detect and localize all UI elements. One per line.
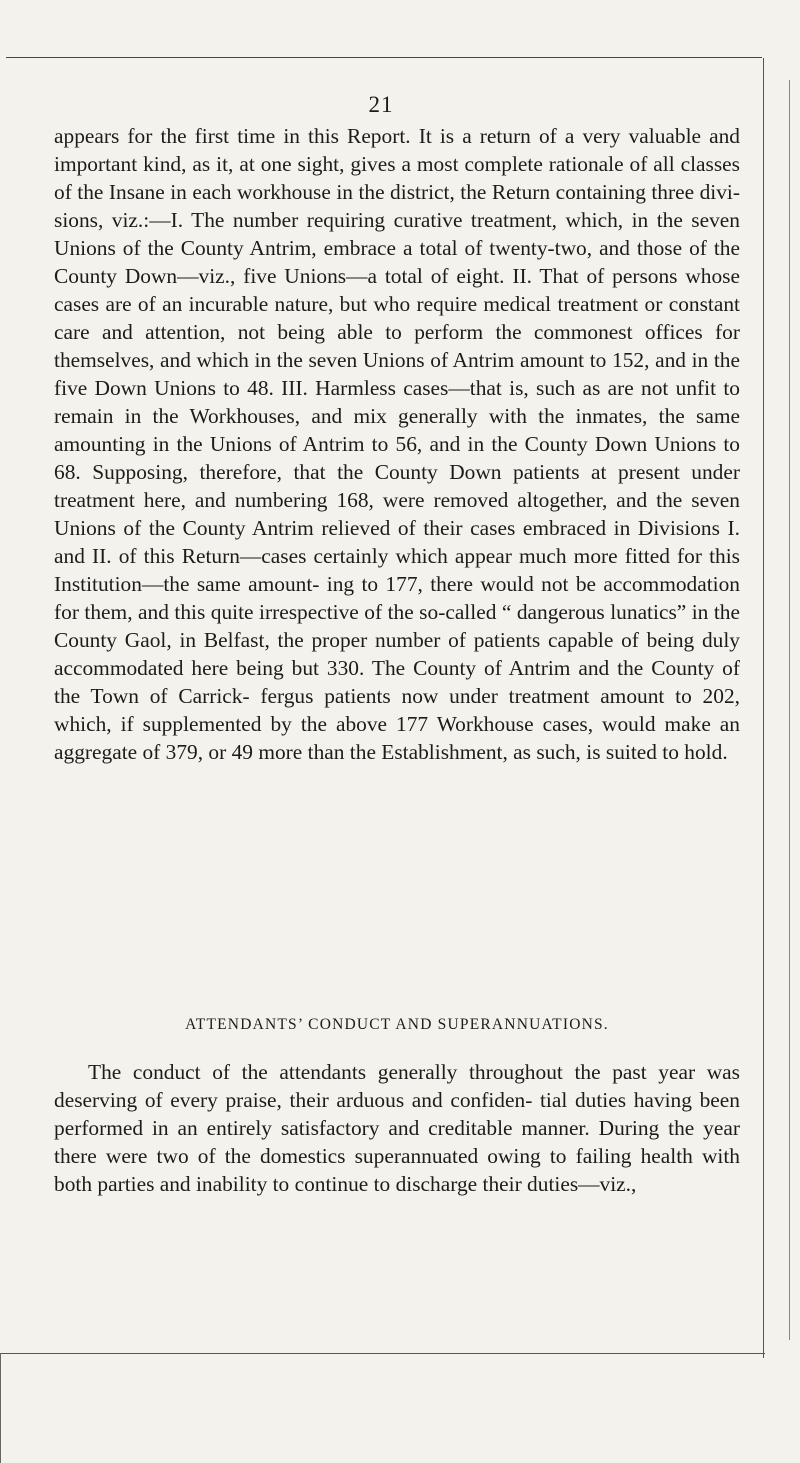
attendants-paragraph: The conduct of the attendants generally throughout the past year was deserving of every praise, their arduous and confiden- tial duties having been performed in an entirely satisfactory and creditable manner. During the year there were two of the domestics superannuated owing to failing health with both parties and inability to continue to discharge their duties—viz., bbox=[54, 1060, 740, 1196]
page-number: 21 bbox=[368, 92, 394, 117]
page-top-rule bbox=[6, 57, 762, 58]
section-heading: ATTENDANTS’ CONDUCT AND SUPERANNUATIONS. bbox=[185, 1016, 609, 1033]
page-bottom-rule bbox=[0, 1353, 765, 1354]
page-left-edge bbox=[0, 1353, 1, 1463]
continued-paragraph: appears for the first time in this Report. It is a return of a very valuable and important kind, as it, at one sight, gives a most complete rationale of all classes of the Insane in each workhouse in the district, the Return containing three divi- sions, viz.:—I. The number requiring curative treatment, which, in the seven Unions of the County Antrim, embrace a total of twenty-two, and those of the County Down—viz., five Unions—a total of eight. II. That of persons whose cases are of an incurable nature, but who require medical treatment or constant care and attention, not being able to perform the commonest offices for themselves, and which in the seven Unions of Antrim amount to 152, and in the five Down Unions to 48. III. Harmless cases—that is, such as are not unfit to remain in the Workhouses, and mix generally with the inmates, the same amounting in the Unions of Antrim to 56, and in the County Down Unions to 68. Supposing, therefore, that the County Down patients at present under treatment here, and numbering 168, were removed altogether, and the seven Unions of the County Antrim relieved of their cases embraced in Divisions I. and II. of this Return—cases certainly which appear much more fitted for this Institution—the same amount- ing to 177, there would not be accommodation for them, and this quite irrespective of the so-called “ dangerous lunatics” in the County Gaol, in Belfast, the proper number of patients capable of being duly accommodated here being but 330. The County of Antrim and the County of the Town of Carrick- fergus patients now under treatment amount to 202, which, if supplemented by the above 177 Workhouse cases, would make an aggregate of 379, or 49 more than the Establishment, as such, is suited to hold. bbox=[54, 124, 740, 764]
page-outer-edge bbox=[789, 80, 790, 1340]
page-right-rule bbox=[763, 58, 764, 1358]
